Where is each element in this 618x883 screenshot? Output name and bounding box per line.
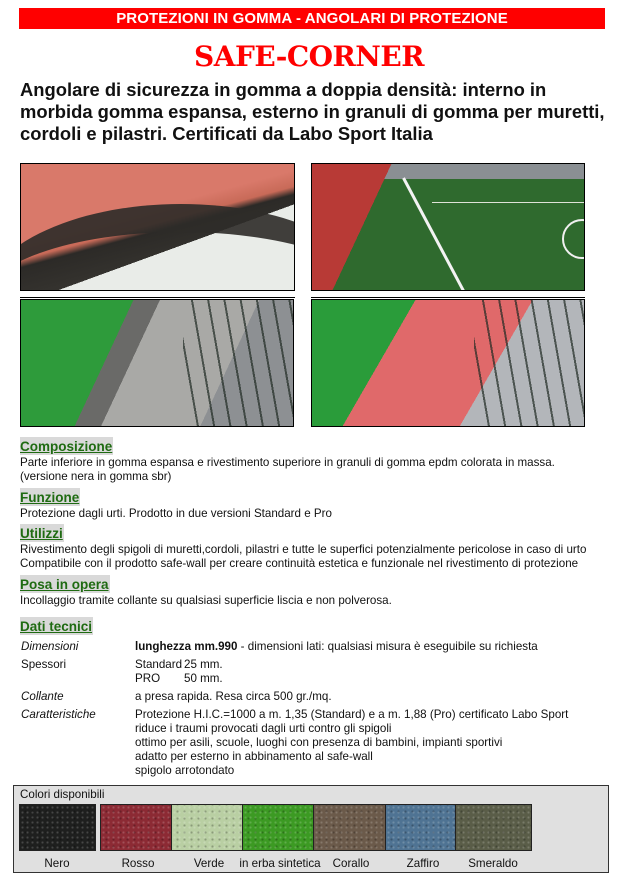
feature-line: spigolo arrotondato — [135, 764, 235, 777]
section-text: Compatibile con il prodotto safe-wall per creare continuità estetica e funzionale nel rivestimento di protezione — [20, 557, 579, 570]
photo-red-curb-cover — [311, 299, 585, 427]
section-heading: Composizione — [20, 439, 113, 454]
swatch-rosso — [100, 804, 177, 851]
feature-line: ottimo per asili, scuole, luoghi con presenza di bambini, impianti sportivi — [135, 736, 503, 749]
field-circle — [562, 219, 585, 259]
divider — [311, 297, 585, 298]
tech-row-collante — [21, 690, 611, 708]
thickness-version: Standard — [135, 658, 183, 671]
tech-value — [135, 708, 611, 778]
tech-row-caratteristiche — [21, 708, 611, 778]
swatch-label: Corallo — [332, 857, 370, 870]
fence-shadow — [183, 300, 293, 427]
section-composizione — [20, 437, 610, 484]
category-banner: PROTEZIONI IN GOMMA - ANGOLARI DI PROTEZIONE — [19, 8, 605, 29]
swatch-label: Verde — [193, 857, 225, 870]
tech-label: Spessori — [21, 658, 67, 671]
feature-line: riduce i traumi provocati dagli urti contro gli spigoli — [135, 722, 392, 735]
feature-line: adatto per esterno in abbinamento al safe-wall — [135, 750, 373, 763]
tech-row-dimensioni — [21, 640, 611, 658]
colors-panel — [13, 785, 609, 873]
thickness-row — [135, 658, 611, 672]
section-text: Rivestimento degli spigoli di muretti,cordoli, pilastri e tutte le superfici potenzialmente pericolose in caso di urto — [20, 543, 587, 556]
swatch-label: Nero — [44, 857, 70, 870]
colors-title: Colori disponibili — [20, 788, 105, 801]
swatch-corallo — [313, 804, 390, 851]
swatch-label: Zaffiro — [406, 857, 440, 870]
section-text: Parte inferiore in gomma espansa e rivestimento superiore in granuli di gomma epdm colorata in massa. — [20, 456, 555, 469]
field-line — [432, 202, 585, 203]
swatch-zaffiro — [385, 804, 462, 851]
length-value: lunghezza mm.990 — [135, 640, 238, 653]
section-text: Protezione dagli urti. Prodotto in due versioni Standard e Pro — [20, 507, 332, 520]
photo-soccer-field — [311, 163, 585, 291]
tech-label: Collante — [21, 690, 64, 703]
thickness-value: 50 mm. — [184, 672, 223, 685]
tech-value: a presa rapida. Resa circa 500 gr./mq. — [135, 690, 332, 703]
tech-row-spessori — [21, 658, 611, 690]
thickness-version: PRO — [135, 672, 161, 685]
swatch-label: in erba sintetica — [239, 857, 321, 870]
tech-label: Caratteristiche — [21, 708, 96, 721]
thickness-row — [135, 672, 611, 686]
fence-shadow — [474, 300, 584, 427]
swatch-label: Rosso — [121, 857, 155, 870]
section-heading: Posa in opera — [20, 577, 109, 592]
swatch-smeraldo — [455, 804, 532, 851]
tech-label: Dimensioni — [21, 640, 79, 653]
swatch-verde — [171, 804, 248, 851]
section-text: (versione nera in gomma sbr) — [20, 470, 172, 483]
tech-table — [21, 640, 611, 778]
section-dati-tecnici — [20, 617, 610, 636]
photo-rubber-corner — [20, 163, 295, 291]
thickness-value: 25 mm. — [184, 658, 223, 671]
corner-shape — [20, 204, 295, 291]
tech-value — [135, 640, 611, 654]
dimension-note: - dimensioni lati: qualsiasi misura è eseguibile su richiesta — [237, 640, 538, 653]
section-funzione — [20, 488, 610, 521]
tech-value — [135, 658, 611, 686]
section-heading: Funzione — [20, 490, 80, 505]
field-line — [402, 177, 475, 291]
swatch-label: Smeraldo — [468, 857, 518, 870]
photo-concrete-curb — [20, 299, 294, 427]
swatch-nero — [19, 804, 96, 851]
section-utilizzi — [20, 524, 610, 571]
section-text: Incollaggio tramite collante su qualsiasi superficie liscia e non polverosa. — [20, 594, 392, 607]
product-title: SAFE-CORNER — [194, 40, 424, 73]
product-lead: Angolare di sicurezza in gomma a doppia densità: interno in morbida gomma espansa, esterno in granuli di gomma per muretti, cordoli e pilastri. Certificati da Labo Sport Italia — [20, 79, 605, 144]
feature-line: Protezione H.I.C.=1000 a m. 1,35 (Standard) e a m. 1,88 (Pro) certificato Labo Sport — [135, 708, 569, 721]
section-posa — [20, 575, 610, 608]
section-heading: Dati tecnici — [20, 619, 93, 634]
section-heading: Utilizzi — [20, 526, 63, 541]
swatch-erba-sintetica — [242, 804, 319, 851]
divider — [20, 297, 295, 298]
